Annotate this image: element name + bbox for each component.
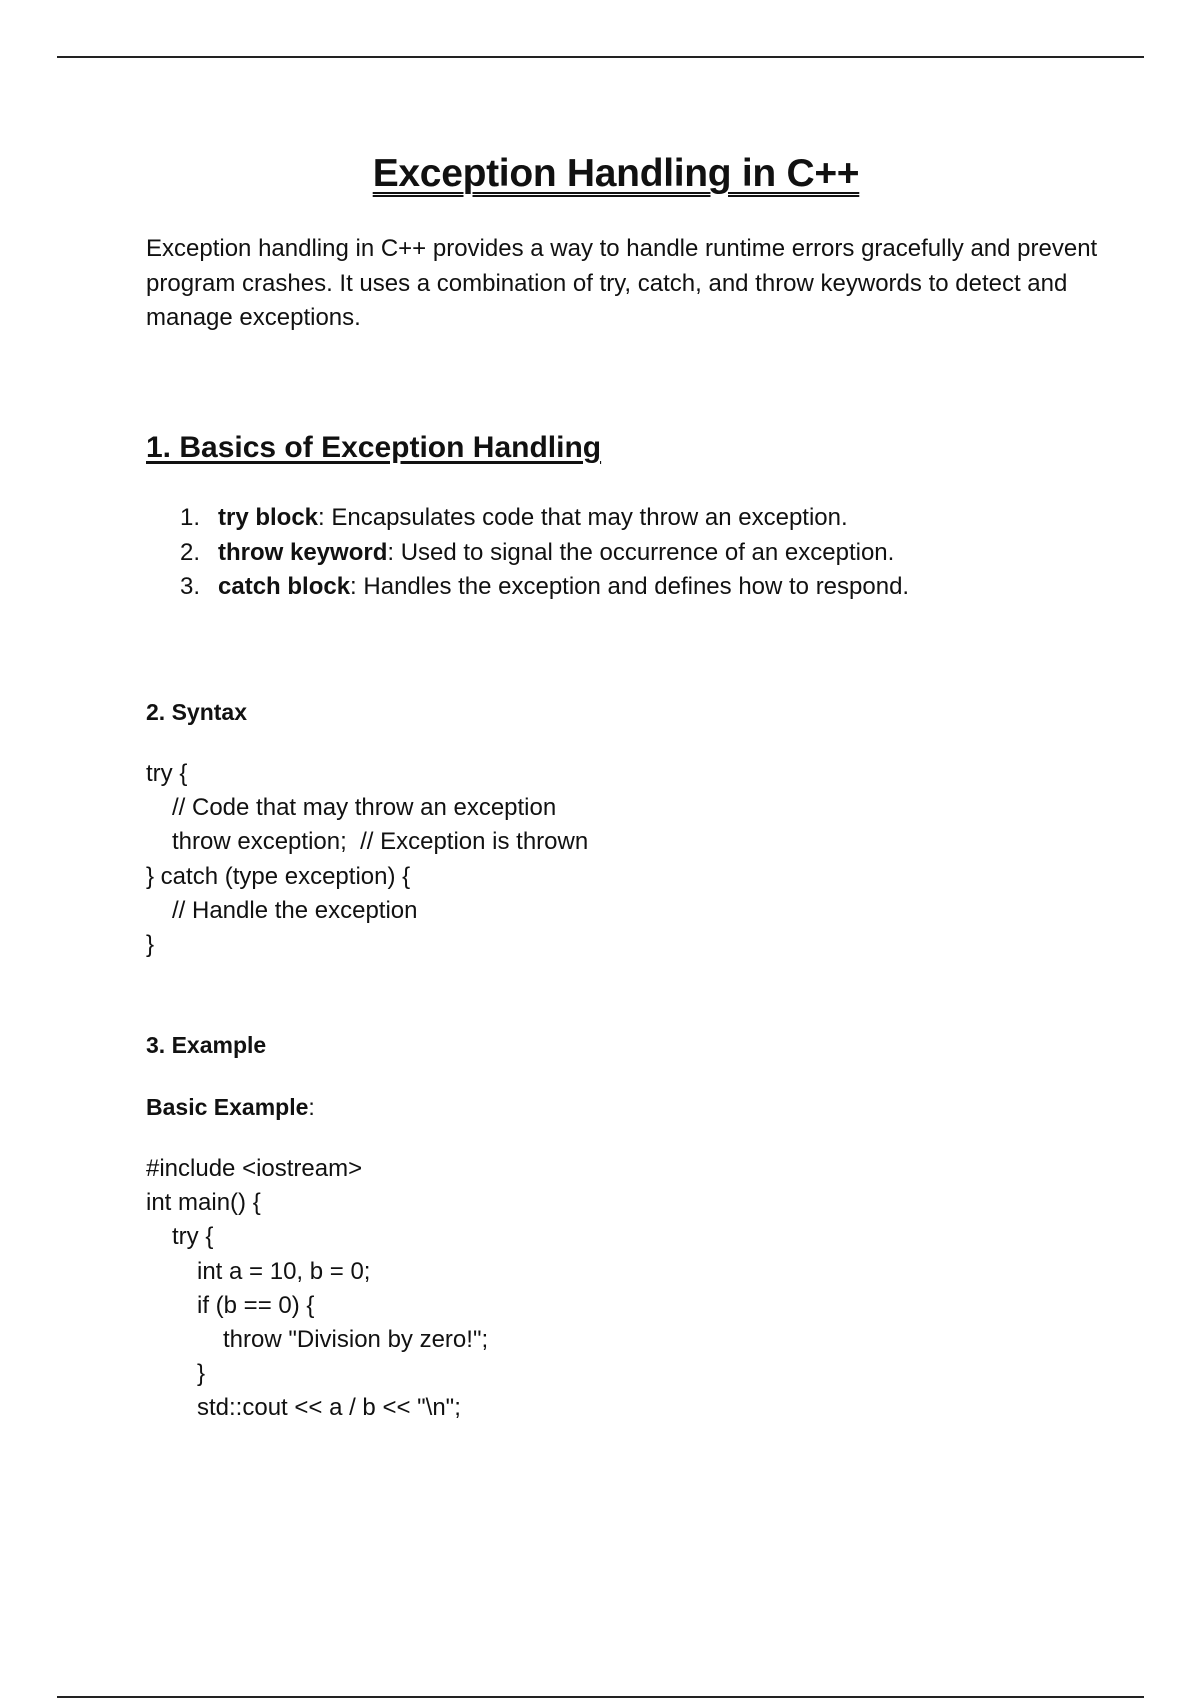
code-line: } catch (type exception) { (146, 862, 411, 890)
code-line: throw "Division by zero!"; (223, 1326, 489, 1354)
list-item-desc: : Handles the exception and defines how to respond. (350, 573, 910, 600)
code-line: std::cout << a / b << "\n"; (197, 1394, 461, 1422)
intro-paragraph: Exception handling in C++ provides a way to handle runtime errors gracefully and prevent program crashes. It uses a combination of try, catch, and throw keywords to detect and manage exceptions. (146, 235, 1098, 331)
code-line: #include <iostream> (146, 1155, 363, 1182)
page-title: Exception Handling in C++ (372, 152, 860, 195)
list-item-term: try block (218, 504, 319, 531)
code-line: } (146, 931, 155, 959)
code-line: // Code that may throw an exception (172, 794, 557, 822)
list-item-term: catch block (218, 573, 351, 600)
code-line: throw exception; // Exception is thrown (172, 828, 589, 856)
section-heading-basics: 1. Basics of Exception Handling (146, 431, 602, 464)
code-line: int a = 10, b = 0; (197, 1257, 371, 1285)
syntax-code-block (146, 757, 588, 962)
section-heading-syntax: 2. Syntax (146, 699, 247, 725)
list-item-desc: : Encapsulates code that may throw an exception. (318, 504, 848, 531)
code-line: // Handle the exception (172, 896, 418, 924)
code-line: } (197, 1360, 206, 1388)
list-item: 3. catch block: Handles the exception and defines how to respond. (180, 573, 910, 600)
code-line: if (b == 0) { (197, 1291, 315, 1319)
code-line: int main() { (146, 1189, 261, 1217)
basics-list (180, 501, 909, 605)
list-item-desc: : Used to signal the occurrence of an exception. (387, 538, 895, 566)
section-heading-example: 3. Example (146, 1032, 267, 1058)
list-item: 1. try block: Encapsulates code that may throw an exception. (180, 504, 848, 531)
list-item-term: throw keyword (218, 538, 388, 566)
example-subheading: Basic Example: (146, 1094, 315, 1120)
footer-rule (57, 1696, 1144, 1698)
code-line: try { (146, 760, 188, 787)
code-line: try { (172, 1223, 214, 1251)
list-item: 2. throw keyword: Used to signal the occurrence of an exception. (180, 538, 895, 566)
header-rule (57, 56, 1144, 58)
example-code-block (146, 1152, 488, 1426)
